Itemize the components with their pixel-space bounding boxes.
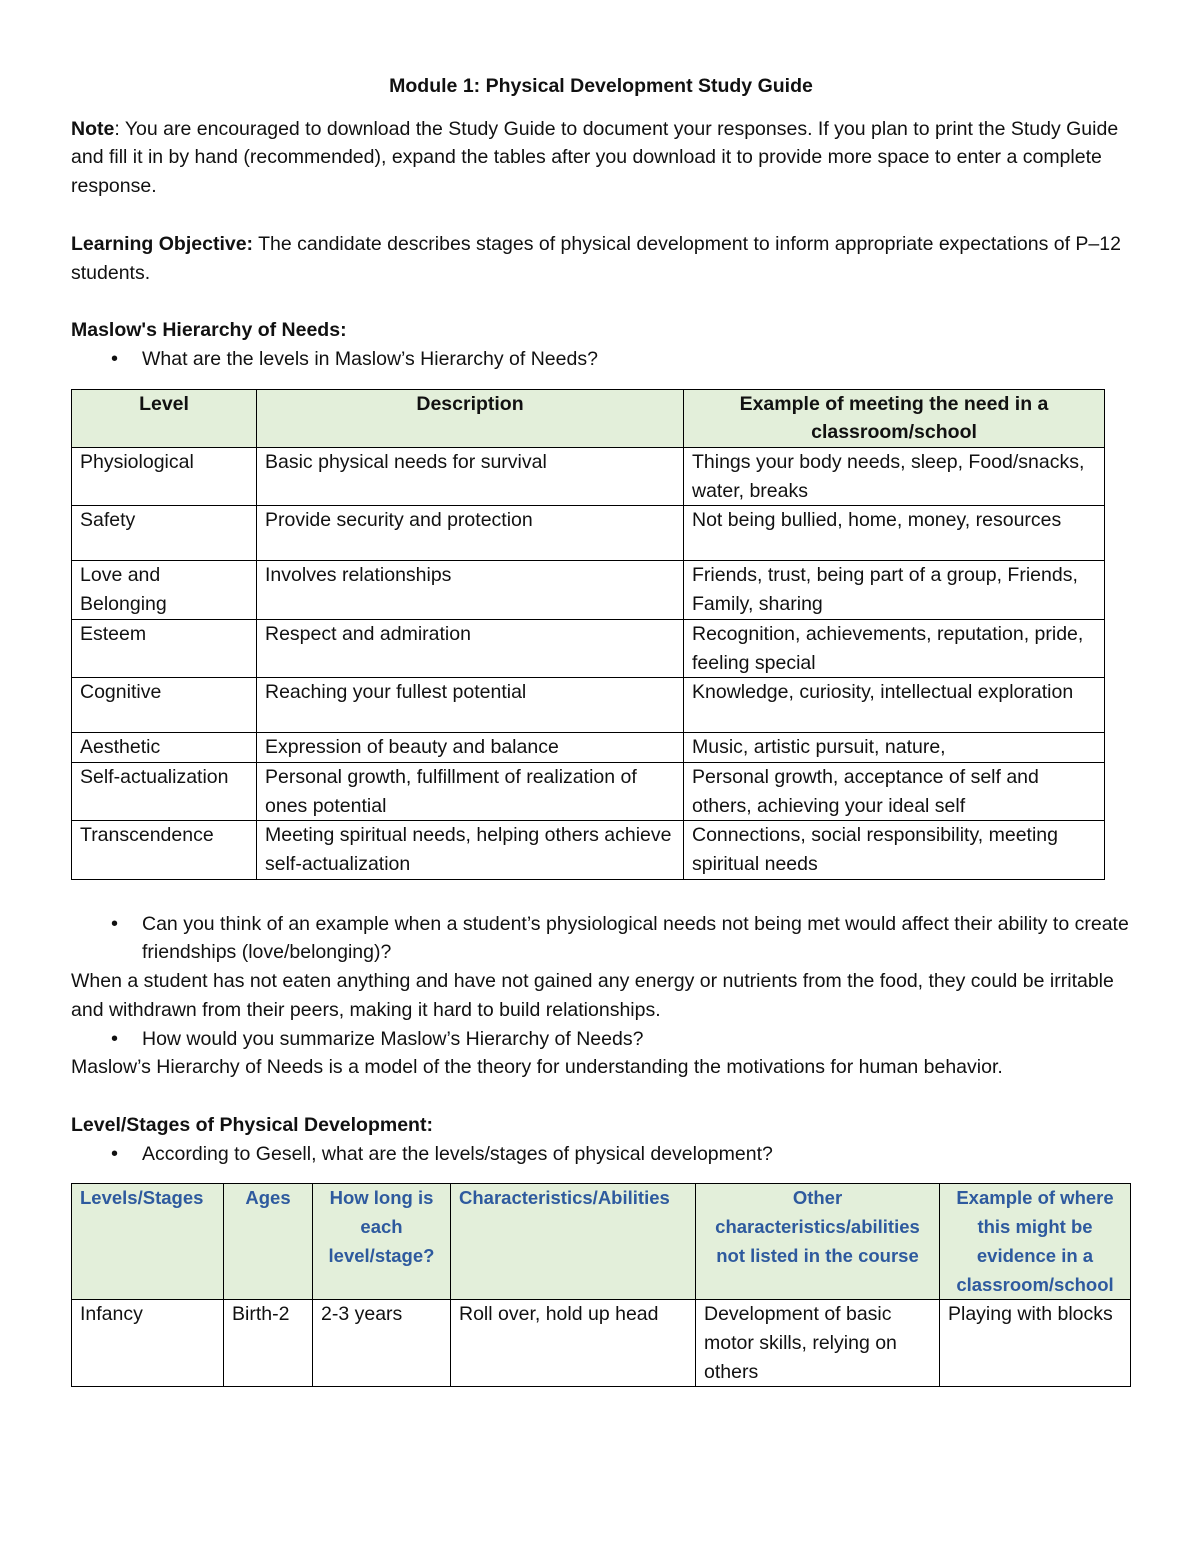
table-cell: Infancy	[72, 1300, 224, 1387]
table-cell: Self-actualization	[72, 762, 257, 820]
maslow-question-list-3	[71, 1025, 1131, 1054]
objective-label: Learning Objective:	[71, 232, 254, 255]
table-cell: Respect and admiration	[257, 619, 684, 677]
maslow-header-example: Example of meeting the need in a classroom/school	[684, 389, 1105, 447]
maslow-question-3: • How would you summarize Maslow’s Hierarchy of Needs?	[71, 1025, 1131, 1054]
table-cell: Provide security and protection	[257, 506, 684, 561]
maslow-table	[71, 389, 1105, 880]
physical-header-levels: Levels/Stages	[72, 1184, 224, 1300]
table-cell: Expression of beauty and balance	[257, 733, 684, 763]
maslow-question-1: • What are the levels in Maslow’s Hierarchy of Needs?	[71, 345, 1131, 374]
objective-paragraph	[71, 230, 1131, 287]
table-cell: Not being bullied, home, money, resources	[684, 506, 1105, 561]
maslow-question-2: • Can you think of an example when a student’s physiological needs not being met would affect their ability to create friendships (love/belonging)?	[71, 910, 1131, 967]
physical-question-1: • According to Gesell, what are the levels/stages of physical development?	[71, 1140, 1131, 1169]
table-row	[72, 561, 1105, 619]
maslow-table-header-row	[72, 389, 1105, 447]
table-cell: Development of basic motor skills, relying on others	[696, 1300, 940, 1387]
maslow-question-list-2	[71, 910, 1131, 967]
table-cell: Reaching your fullest potential	[257, 678, 684, 733]
note-text: : You are encouraged to download the Study Guide to document your responses. If you plan to print the Study Guide and fill it in by hand (recommended), expand the tables after you download it to provide more space to enter a complete response.	[71, 117, 1119, 198]
table-row	[72, 506, 1105, 561]
table-row	[72, 1300, 1131, 1387]
table-row	[72, 733, 1105, 763]
table-row	[72, 448, 1105, 506]
physical-heading-text: Level/Stages of Physical Development:	[71, 1113, 433, 1136]
table-cell: Roll over, hold up head	[451, 1300, 696, 1387]
table-cell: Music, artistic pursuit, nature,	[684, 733, 1105, 763]
physical-table-header-row	[72, 1184, 1131, 1300]
objective-text: The candidate describes stages of physical development to inform appropriate expectations of P–12 students.	[71, 232, 1121, 284]
table-cell: Birth-2	[224, 1300, 313, 1387]
table-cell: Transcendence	[72, 821, 257, 879]
physical-stages-table	[71, 1183, 1131, 1387]
table-cell: Aesthetic	[72, 733, 257, 763]
table-cell: Physiological	[72, 448, 257, 506]
table-cell: Personal growth, acceptance of self and others, achieving your ideal self	[684, 762, 1105, 820]
maslow-header-description: Description	[257, 389, 684, 447]
table-cell: Meeting spiritual needs, helping others achieve self-actualization	[257, 821, 684, 879]
physical-header-other: Other characteristics/abilities not listed in the course	[696, 1184, 940, 1300]
physical-header-duration: How long is each level/stage?	[313, 1184, 451, 1300]
maslow-heading	[71, 316, 1131, 345]
table-cell: Love and Belonging	[72, 561, 257, 619]
table-cell: Connections, social responsibility, meeting spiritual needs	[684, 821, 1105, 879]
physical-heading	[71, 1111, 1131, 1140]
table-cell: Playing with blocks	[940, 1300, 1131, 1387]
table-cell: Friends, trust, being part of a group, Friends, Family, sharing	[684, 561, 1105, 619]
table-cell: 2-3 years	[313, 1300, 451, 1387]
maslow-answer-3: Maslow’s Hierarchy of Needs is a model of the theory for understanding the motivations for human behavior.	[71, 1056, 1003, 1079]
note-label: Note	[71, 117, 115, 140]
study-guide-page	[71, 72, 1131, 1387]
table-row	[72, 678, 1105, 733]
table-cell: Safety	[72, 506, 257, 561]
physical-question-list	[71, 1140, 1131, 1169]
table-cell: Basic physical needs for survival	[257, 448, 684, 506]
table-cell: Personal growth, fulfillment of realization of ones potential	[257, 762, 684, 820]
table-row	[72, 619, 1105, 677]
table-cell: Involves relationships	[257, 561, 684, 619]
maslow-header-level: Level	[72, 389, 257, 447]
table-cell: Things your body needs, sleep, Food/snacks, water, breaks	[684, 448, 1105, 506]
table-cell: Esteem	[72, 619, 257, 677]
table-cell: Knowledge, curiosity, intellectual exploration	[684, 678, 1105, 733]
maslow-heading-text: Maslow's Hierarchy of Needs:	[71, 319, 347, 342]
physical-header-ages: Ages	[224, 1184, 313, 1300]
table-cell: Cognitive	[72, 678, 257, 733]
maslow-answer-2: When a student has not eaten anything and have not gained any energy or nutrients from the food, they could be irritable and withdrawn from their peers, making it hard to build relationships.	[71, 970, 1114, 1021]
page-title: Module 1: Physical Development Study Guide	[389, 75, 813, 97]
table-row	[72, 821, 1105, 879]
physical-header-characteristics: Characteristics/Abilities	[451, 1184, 696, 1300]
note-paragraph	[71, 115, 1131, 201]
table-row	[72, 762, 1105, 820]
physical-header-example: Example of where this might be evidence in a classroom/school	[940, 1184, 1131, 1300]
table-cell: Recognition, achievements, reputation, pride, feeling special	[684, 619, 1105, 677]
maslow-question-list	[71, 345, 1131, 374]
